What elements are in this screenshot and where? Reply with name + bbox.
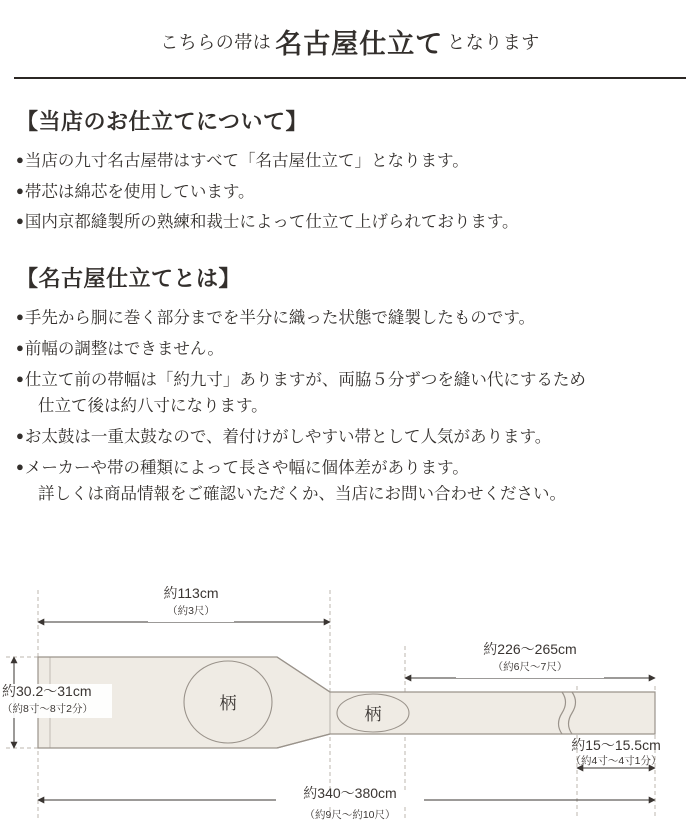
bullet-list xyxy=(16,305,684,508)
bullet-icon: ● xyxy=(16,213,24,229)
dimension-far-right xyxy=(570,737,661,768)
page-header xyxy=(14,0,686,79)
section-title: 【名古屋仕立てとは】 xyxy=(16,266,242,292)
list-item xyxy=(16,148,684,175)
header-prefix: こちらの帯は xyxy=(160,32,272,53)
pattern-label-large: 柄 xyxy=(219,694,237,713)
list-item-text: 当店の九寸名古屋帯はすべて「名古屋仕立て」となります。 xyxy=(24,151,469,170)
header-suffix: となります xyxy=(447,32,540,53)
bullet-icon: ● xyxy=(16,309,24,325)
list-item-continuation: 仕立て後は約八寸になります。 xyxy=(38,396,268,416)
dimension-bottom-sub: （約9尺〜約10尺） xyxy=(304,809,396,821)
bullet-icon: ● xyxy=(16,428,24,444)
dimension-top-main: 約113cm xyxy=(163,585,219,601)
list-item xyxy=(16,336,684,363)
dimension-bottom xyxy=(38,785,655,821)
list-item-text: 前幅の調整はできません。 xyxy=(24,338,224,358)
dimension-right-sub: （約6尺〜7尺） xyxy=(492,661,568,673)
list-item xyxy=(16,179,684,206)
dimension-far-right-sub: （約4寸〜4寸1分） xyxy=(570,755,662,767)
header-emphasis: 名古屋仕立て xyxy=(275,29,444,59)
list-item-text: 仕立て前の帯幅は「約九寸」ありますが、両脇５分ずつを縫い代にするため xyxy=(24,369,586,389)
section-shop-tailoring xyxy=(16,105,684,236)
dimension-right-main: 約226〜265cm xyxy=(483,641,577,657)
list-item xyxy=(16,455,684,508)
bullet-list xyxy=(16,148,684,236)
list-item xyxy=(16,424,684,451)
list-item xyxy=(16,367,684,420)
bullet-icon: ● xyxy=(16,152,24,167)
list-item xyxy=(16,305,684,332)
list-item-text: 手先から胴に巻く部分までを半分に織った状態で縫製したものです。 xyxy=(24,308,536,328)
list-item-text: メーカーや帯の種類によって長さや幅に個体差があります。 xyxy=(24,457,469,477)
bullet-icon: ● xyxy=(16,458,24,474)
bullet-icon: ● xyxy=(16,182,24,198)
dimension-far-right-main: 約15〜15.5cm xyxy=(571,737,661,753)
dimension-right xyxy=(405,641,655,678)
dimension-left-sub: （約8寸〜8寸2分） xyxy=(2,703,94,715)
list-item-continuation: 詳しくは商品情報をご確認いただくか、当店にお問い合わせください。 xyxy=(38,484,566,504)
list-item-text: 国内京都縫製所の熟練和裁士によって仕立て上げられております。 xyxy=(24,212,519,232)
dimension-top xyxy=(38,585,330,622)
list-item-text: 帯芯は綿芯を使用しています。 xyxy=(24,181,255,201)
dimension-bottom-main: 約340〜380cm xyxy=(303,785,397,801)
bullet-icon: ● xyxy=(16,339,24,355)
section-title: 【当店のお仕立てについて】 xyxy=(16,109,309,134)
dimension-left-main: 約30.2〜31cm xyxy=(2,683,92,699)
obi-dimension-diagram xyxy=(0,568,700,840)
section-nagoya-definition xyxy=(16,262,684,508)
pattern-label-small: 柄 xyxy=(364,705,382,724)
dimension-top-sub: （約3尺） xyxy=(167,605,215,617)
list-item xyxy=(16,209,684,236)
list-item-text: お太鼓は一重太鼓なので、着付けがしやすい帯として人気があります。 xyxy=(24,427,552,447)
bullet-icon: ● xyxy=(16,370,24,386)
